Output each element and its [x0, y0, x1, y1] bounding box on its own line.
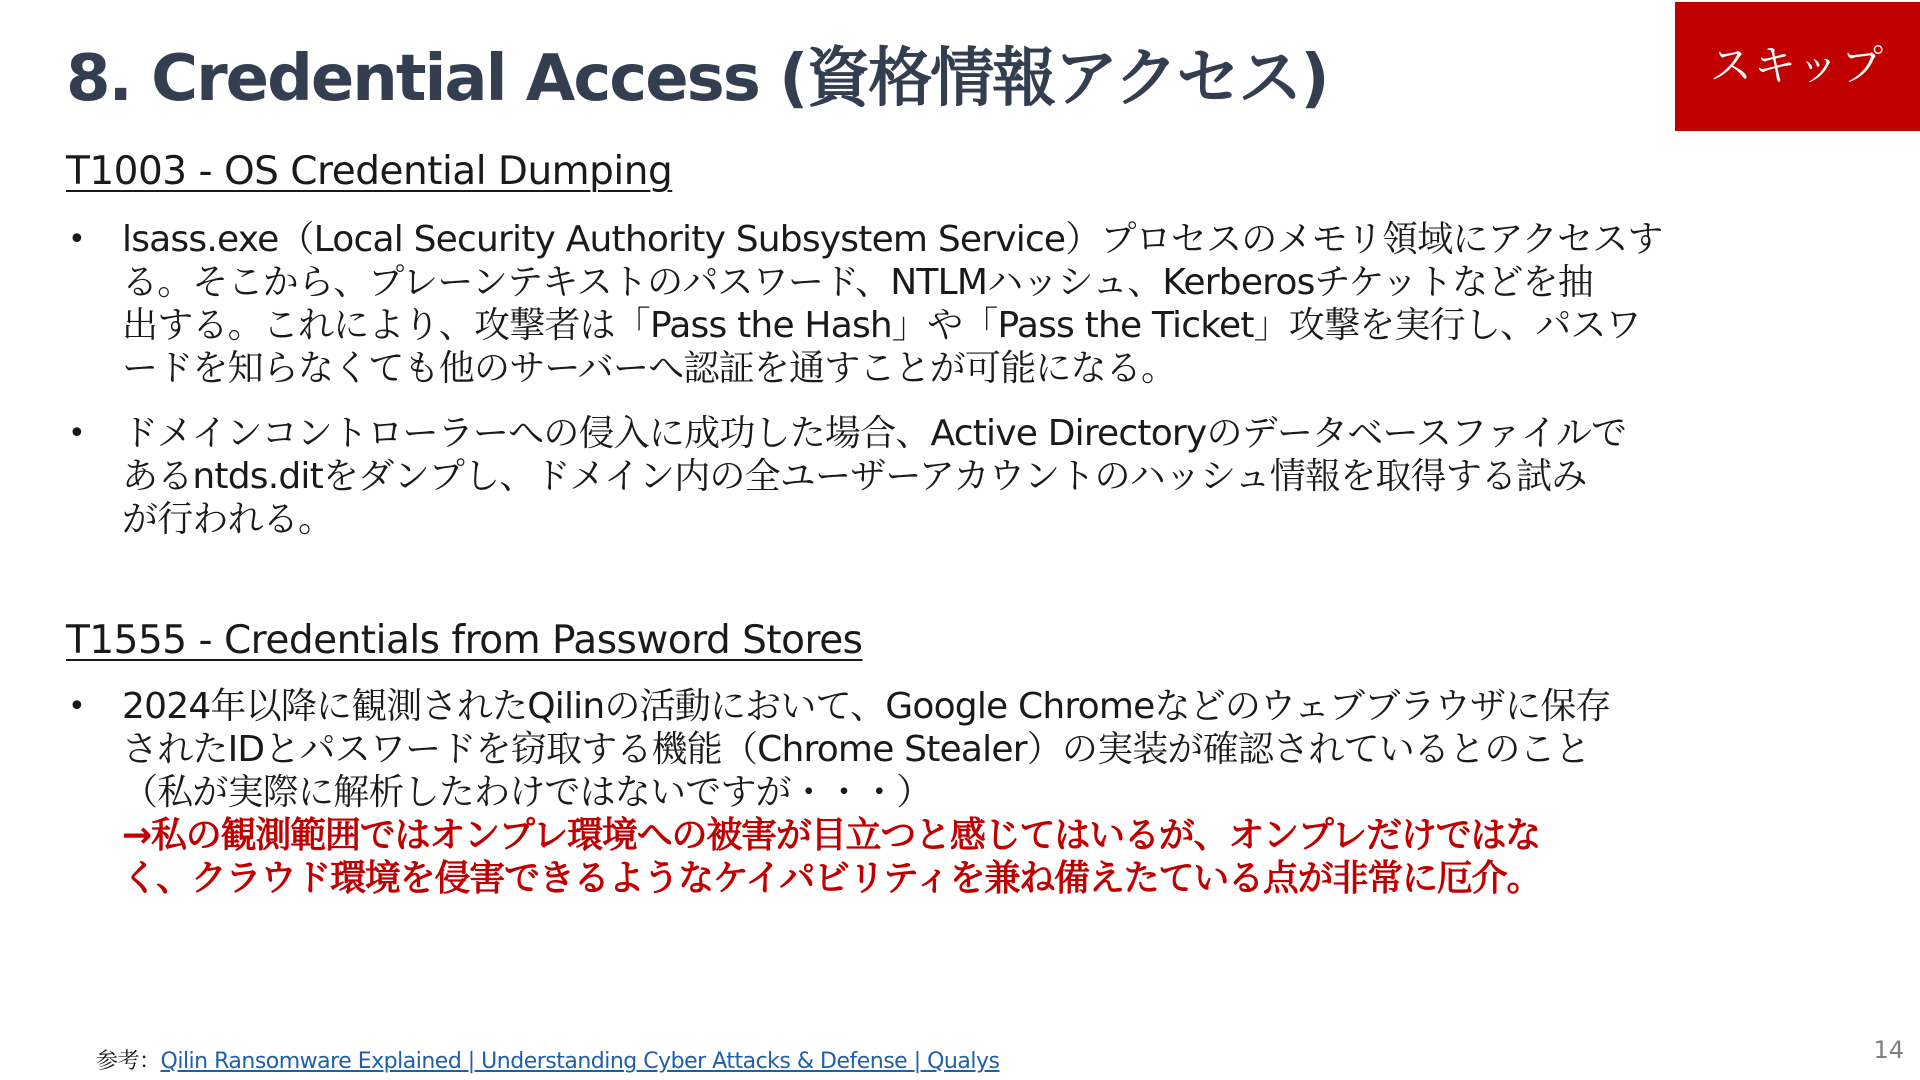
bullet-line: あるntds.ditをダンプし、ドメイン内の全ユーザーアカウントのハッシュ情報を取得する試み: [122, 456, 1587, 497]
bullet-line: ドメインコントローラーへの侵入に成功した場合、Active Directoryのデータベースファイルで: [122, 413, 1627, 454]
bullet-line: ードを知らなくても他のサーバーへ認証を通すことが可能になる。: [122, 348, 1177, 389]
emphasis-line: →私の観測範囲ではオンプレ環境への被害が目立つと感じてはいるが、オンプレだけではな: [122, 815, 1541, 856]
bullet-list-t1555: [66, 685, 1836, 922]
bullet-line: 出する。これにより、攻撃者は「Pass the Hash」や「Pass the Ticket」攻撃を実行し、パスワ: [122, 305, 1641, 346]
reference-prefix: 参考：: [96, 1049, 161, 1074]
bullet-dot: •: [68, 222, 85, 257]
bullet-line: る。そこから、プレーンテキストのパスワード、NTLMハッシュ、Kerberosチケットなどを抽: [122, 262, 1593, 303]
slide-title: 8. Credential Access (資格情報アクセス): [66, 42, 1328, 116]
bullet-line: （私が実際に解析したわけではないですが・・・）: [122, 772, 932, 813]
bullet-line: が行われる。: [122, 499, 334, 540]
page-number: 14: [1873, 1036, 1904, 1064]
emphasis-line: く、クラウド環境を侵害できるようなケイパビリティを兼ね備えたている点が非常に厄介。: [122, 858, 1542, 899]
reference-footer: [96, 1044, 999, 1075]
bullet-item: [66, 685, 1836, 900]
section-heading-t1555: T1555 - Credentials from Password Stores: [66, 618, 863, 663]
bullet-item: [66, 218, 1836, 390]
bullet-dot: •: [68, 416, 85, 451]
skip-button-label: スキップ: [1709, 40, 1886, 90]
bullet-line: lsass.exe（Local Security Authority Subsystem Service）プロセスのメモリ領域にアクセスす: [122, 219, 1663, 260]
bullet-line: されたIDとパスワードを窃取する機能（Chrome Stealer）の実装が確認されているとのこと: [122, 729, 1590, 770]
bullet-list-t1003: [66, 218, 1836, 563]
skip-button[interactable]: [1675, 2, 1920, 131]
bullet-item: [66, 412, 1836, 541]
bullet-line: 2024年以降に観測されたQilinの活動において、Google Chromeなどのウェブブラウザに保存: [122, 686, 1611, 727]
section-heading-t1003: T1003 - OS Credential Dumping: [66, 149, 673, 194]
bullet-dot: •: [68, 689, 85, 724]
reference-link[interactable]: Qilin Ransomware Explained | Understanding Cyber Attacks & Defense | Qualys: [160, 1049, 1000, 1074]
